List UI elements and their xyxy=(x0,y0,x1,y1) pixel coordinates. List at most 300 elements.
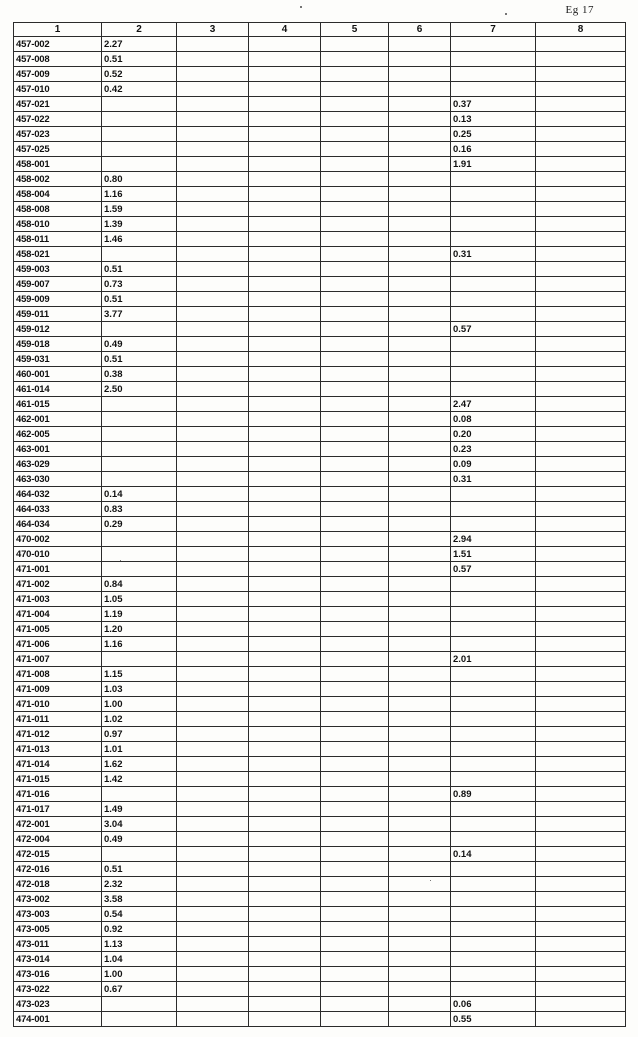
cell-col3 xyxy=(177,622,249,637)
cell-col4 xyxy=(249,352,321,367)
cell-col6 xyxy=(389,517,451,532)
table-row xyxy=(14,952,626,967)
table-row xyxy=(14,187,626,202)
cell-col8 xyxy=(536,607,626,622)
cell-col7 xyxy=(451,37,536,52)
cell-col3 xyxy=(177,262,249,277)
row-id: 457-025 xyxy=(14,142,102,157)
cell-col8 xyxy=(536,682,626,697)
cell-col5 xyxy=(321,1012,389,1027)
row-id: 471-001 xyxy=(14,562,102,577)
cell-col4 xyxy=(249,337,321,352)
row-id: 474-001 xyxy=(14,1012,102,1027)
cell-col2: 0.38 xyxy=(102,367,177,382)
cell-col8 xyxy=(536,427,626,442)
row-id: 471-016 xyxy=(14,787,102,802)
table-row xyxy=(14,577,626,592)
cell-col4 xyxy=(249,37,321,52)
cell-col7: 0.57 xyxy=(451,562,536,577)
cell-col5 xyxy=(321,652,389,667)
cell-col4 xyxy=(249,472,321,487)
cell-col5 xyxy=(321,127,389,142)
cell-col4 xyxy=(249,292,321,307)
cell-col6 xyxy=(389,802,451,817)
cell-col5 xyxy=(321,727,389,742)
cell-col2: 0.29 xyxy=(102,517,177,532)
cell-col3 xyxy=(177,127,249,142)
cell-col5 xyxy=(321,967,389,982)
cell-col6 xyxy=(389,712,451,727)
table-row xyxy=(14,112,626,127)
cell-col5 xyxy=(321,142,389,157)
cell-col7: 0.57 xyxy=(451,322,536,337)
cell-col2 xyxy=(102,427,177,442)
row-id: 473-002 xyxy=(14,892,102,907)
cell-col2 xyxy=(102,97,177,112)
cell-col3 xyxy=(177,52,249,67)
cell-col6 xyxy=(389,607,451,622)
cell-col2: 1.03 xyxy=(102,682,177,697)
cell-col5 xyxy=(321,457,389,472)
cell-col4 xyxy=(249,232,321,247)
cell-col4 xyxy=(249,577,321,592)
cell-col5 xyxy=(321,292,389,307)
cell-col5 xyxy=(321,472,389,487)
cell-col3 xyxy=(177,97,249,112)
table-row xyxy=(14,682,626,697)
cell-col3 xyxy=(177,847,249,862)
row-id: 472-004 xyxy=(14,832,102,847)
cell-col8 xyxy=(536,112,626,127)
cell-col3 xyxy=(177,562,249,577)
cell-col3 xyxy=(177,742,249,757)
cell-col8 xyxy=(536,142,626,157)
row-id: 471-005 xyxy=(14,622,102,637)
cell-col5 xyxy=(321,67,389,82)
table-row xyxy=(14,367,626,382)
cell-col3 xyxy=(177,322,249,337)
table-row xyxy=(14,472,626,487)
row-id: 460-001 xyxy=(14,367,102,382)
table-row xyxy=(14,502,626,517)
cell-col5 xyxy=(321,697,389,712)
cell-col3 xyxy=(177,157,249,172)
row-id: 473-011 xyxy=(14,937,102,952)
cell-col4 xyxy=(249,67,321,82)
cell-col2: 0.51 xyxy=(102,262,177,277)
row-id: 462-005 xyxy=(14,427,102,442)
cell-col8 xyxy=(536,397,626,412)
cell-col5 xyxy=(321,157,389,172)
cell-col3 xyxy=(177,112,249,127)
cell-col8 xyxy=(536,547,626,562)
cell-col8 xyxy=(536,217,626,232)
cell-col7 xyxy=(451,727,536,742)
cell-col4 xyxy=(249,667,321,682)
cell-col3 xyxy=(177,337,249,352)
cell-col4 xyxy=(249,682,321,697)
cell-col6 xyxy=(389,487,451,502)
cell-col8 xyxy=(536,787,626,802)
cell-col3 xyxy=(177,592,249,607)
table-row xyxy=(14,172,626,187)
cell-col2 xyxy=(102,397,177,412)
row-id: 457-022 xyxy=(14,112,102,127)
cell-col4 xyxy=(249,397,321,412)
table-row xyxy=(14,937,626,952)
cell-col6 xyxy=(389,217,451,232)
cell-col5 xyxy=(321,637,389,652)
cell-col6 xyxy=(389,697,451,712)
cell-col4 xyxy=(249,832,321,847)
cell-col6 xyxy=(389,187,451,202)
cell-col7 xyxy=(451,952,536,967)
cell-col5 xyxy=(321,907,389,922)
table-row xyxy=(14,427,626,442)
cell-col7: 2.94 xyxy=(451,532,536,547)
cell-col6 xyxy=(389,37,451,52)
cell-col2 xyxy=(102,472,177,487)
cell-col4 xyxy=(249,112,321,127)
cell-col8 xyxy=(536,997,626,1012)
cell-col7: 0.09 xyxy=(451,457,536,472)
cell-col3 xyxy=(177,442,249,457)
cell-col7 xyxy=(451,982,536,997)
cell-col5 xyxy=(321,862,389,877)
row-id: 471-015 xyxy=(14,772,102,787)
cell-col2: 1.16 xyxy=(102,637,177,652)
cell-col7 xyxy=(451,817,536,832)
cell-col2: 2.27 xyxy=(102,37,177,52)
cell-col6 xyxy=(389,247,451,262)
cell-col8 xyxy=(536,637,626,652)
cell-col7 xyxy=(451,877,536,892)
row-id: 458-011 xyxy=(14,232,102,247)
cell-col4 xyxy=(249,202,321,217)
cell-col6 xyxy=(389,367,451,382)
row-id: 463-030 xyxy=(14,472,102,487)
cell-col6 xyxy=(389,52,451,67)
cell-col2: 0.84 xyxy=(102,577,177,592)
cell-col3 xyxy=(177,457,249,472)
row-id: 457-010 xyxy=(14,82,102,97)
row-id: 471-017 xyxy=(14,802,102,817)
cell-col2: 0.54 xyxy=(102,907,177,922)
cell-col6 xyxy=(389,592,451,607)
cell-col6 xyxy=(389,262,451,277)
table-row xyxy=(14,817,626,832)
cell-col3 xyxy=(177,1012,249,1027)
cell-col5 xyxy=(321,337,389,352)
cell-col4 xyxy=(249,892,321,907)
cell-col4 xyxy=(249,967,321,982)
cell-col3 xyxy=(177,772,249,787)
row-id: 471-006 xyxy=(14,637,102,652)
cell-col5 xyxy=(321,487,389,502)
cell-col8 xyxy=(536,982,626,997)
cell-col2 xyxy=(102,652,177,667)
cell-col7 xyxy=(451,637,536,652)
cell-col7 xyxy=(451,892,536,907)
cell-col4 xyxy=(249,262,321,277)
row-id: 458-004 xyxy=(14,187,102,202)
cell-col6 xyxy=(389,742,451,757)
cell-col8 xyxy=(536,562,626,577)
column-header-5: 5 xyxy=(321,23,389,37)
row-id: 459-009 xyxy=(14,292,102,307)
table-row xyxy=(14,652,626,667)
cell-col7 xyxy=(451,577,536,592)
table-row xyxy=(14,667,626,682)
cell-col5 xyxy=(321,232,389,247)
cell-col8 xyxy=(536,277,626,292)
cell-col6 xyxy=(389,847,451,862)
cell-col4 xyxy=(249,847,321,862)
row-id: 471-007 xyxy=(14,652,102,667)
cell-col5 xyxy=(321,817,389,832)
cell-col4 xyxy=(249,562,321,577)
table-row xyxy=(14,622,626,637)
cell-col4 xyxy=(249,802,321,817)
cell-col5 xyxy=(321,787,389,802)
row-id: 471-011 xyxy=(14,712,102,727)
cell-col8 xyxy=(536,907,626,922)
cell-col5 xyxy=(321,622,389,637)
cell-col2: 0.42 xyxy=(102,82,177,97)
cell-col3 xyxy=(177,757,249,772)
table-row xyxy=(14,217,626,232)
cell-col2: 1.42 xyxy=(102,772,177,787)
table-row xyxy=(14,52,626,67)
cell-col5 xyxy=(321,82,389,97)
cell-col3 xyxy=(177,247,249,262)
cell-col8 xyxy=(536,652,626,667)
cell-col5 xyxy=(321,847,389,862)
cell-col7: 0.25 xyxy=(451,127,536,142)
cell-col7 xyxy=(451,607,536,622)
cell-col8 xyxy=(536,352,626,367)
row-id: 459-003 xyxy=(14,262,102,277)
cell-col4 xyxy=(249,907,321,922)
cell-col4 xyxy=(249,517,321,532)
cell-col3 xyxy=(177,202,249,217)
row-id: 464-034 xyxy=(14,517,102,532)
table-header-row xyxy=(14,23,626,37)
page-number: Eg 17 xyxy=(565,4,594,16)
cell-col6 xyxy=(389,322,451,337)
row-id: 457-021 xyxy=(14,97,102,112)
cell-col7: 0.31 xyxy=(451,247,536,262)
cell-col5 xyxy=(321,37,389,52)
cell-col4 xyxy=(249,82,321,97)
row-id: 473-005 xyxy=(14,922,102,937)
cell-col4 xyxy=(249,412,321,427)
table-row xyxy=(14,862,626,877)
cell-col7 xyxy=(451,262,536,277)
table-row xyxy=(14,787,626,802)
cell-col4 xyxy=(249,877,321,892)
cell-col5 xyxy=(321,742,389,757)
cell-col8 xyxy=(536,667,626,682)
cell-col6 xyxy=(389,832,451,847)
cell-col6 xyxy=(389,787,451,802)
cell-col8 xyxy=(536,517,626,532)
cell-col6 xyxy=(389,67,451,82)
cell-col4 xyxy=(249,787,321,802)
row-id: 471-013 xyxy=(14,742,102,757)
table-row xyxy=(14,697,626,712)
cell-col6 xyxy=(389,997,451,1012)
cell-col2: 1.62 xyxy=(102,757,177,772)
cell-col7: 1.51 xyxy=(451,547,536,562)
cell-col8 xyxy=(536,742,626,757)
cell-col7: 2.47 xyxy=(451,397,536,412)
cell-col8 xyxy=(536,97,626,112)
table-row xyxy=(14,37,626,52)
cell-col7: 2.01 xyxy=(451,652,536,667)
cell-col6 xyxy=(389,622,451,637)
cell-col4 xyxy=(249,382,321,397)
cell-col6 xyxy=(389,292,451,307)
cell-col3 xyxy=(177,712,249,727)
cell-col8 xyxy=(536,322,626,337)
cell-col7 xyxy=(451,712,536,727)
cell-col6 xyxy=(389,472,451,487)
cell-col7 xyxy=(451,67,536,82)
cell-col7: 0.13 xyxy=(451,112,536,127)
cell-col2 xyxy=(102,157,177,172)
cell-col3 xyxy=(177,142,249,157)
cell-col8 xyxy=(536,862,626,877)
cell-col8 xyxy=(536,892,626,907)
cell-col2 xyxy=(102,532,177,547)
cell-col2: 1.05 xyxy=(102,592,177,607)
cell-col3 xyxy=(177,952,249,967)
data-table xyxy=(13,22,626,1027)
cell-col3 xyxy=(177,967,249,982)
cell-col3 xyxy=(177,412,249,427)
cell-col5 xyxy=(321,322,389,337)
row-id: 459-018 xyxy=(14,337,102,352)
cell-col6 xyxy=(389,817,451,832)
table-row xyxy=(14,532,626,547)
cell-col8 xyxy=(536,817,626,832)
cell-col7 xyxy=(451,832,536,847)
cell-col6 xyxy=(389,562,451,577)
cell-col2 xyxy=(102,442,177,457)
cell-col2: 3.58 xyxy=(102,892,177,907)
cell-col6 xyxy=(389,772,451,787)
cell-col4 xyxy=(249,652,321,667)
cell-col7 xyxy=(451,277,536,292)
cell-col6 xyxy=(389,157,451,172)
table-row xyxy=(14,142,626,157)
cell-col8 xyxy=(536,967,626,982)
cell-col2: 0.83 xyxy=(102,502,177,517)
row-id: 471-014 xyxy=(14,757,102,772)
cell-col6 xyxy=(389,982,451,997)
table-row xyxy=(14,847,626,862)
cell-col3 xyxy=(177,817,249,832)
cell-col4 xyxy=(249,442,321,457)
column-header-8: 8 xyxy=(536,23,626,37)
cell-col4 xyxy=(249,127,321,142)
cell-col7 xyxy=(451,742,536,757)
row-id: 457-002 xyxy=(14,37,102,52)
cell-col6 xyxy=(389,202,451,217)
cell-col8 xyxy=(536,457,626,472)
cell-col8 xyxy=(536,592,626,607)
cell-col3 xyxy=(177,907,249,922)
table-row xyxy=(14,592,626,607)
cell-col6 xyxy=(389,232,451,247)
cell-col2 xyxy=(102,547,177,562)
cell-col3 xyxy=(177,502,249,517)
cell-col3 xyxy=(177,187,249,202)
cell-col4 xyxy=(249,247,321,262)
table-row xyxy=(14,772,626,787)
cell-col8 xyxy=(536,757,626,772)
cell-col6 xyxy=(389,952,451,967)
cell-col6 xyxy=(389,667,451,682)
cell-col7: 0.55 xyxy=(451,1012,536,1027)
row-id: 473-022 xyxy=(14,982,102,997)
row-id: 473-023 xyxy=(14,997,102,1012)
row-id: 471-009 xyxy=(14,682,102,697)
cell-col4 xyxy=(249,487,321,502)
cell-col4 xyxy=(249,862,321,877)
cell-col4 xyxy=(249,52,321,67)
row-id: 471-010 xyxy=(14,697,102,712)
cell-col5 xyxy=(321,877,389,892)
cell-col7: 0.23 xyxy=(451,442,536,457)
row-id: 462-001 xyxy=(14,412,102,427)
cell-col6 xyxy=(389,307,451,322)
row-id: 473-003 xyxy=(14,907,102,922)
cell-col5 xyxy=(321,112,389,127)
table-row xyxy=(14,397,626,412)
cell-col5 xyxy=(321,982,389,997)
row-id: 459-031 xyxy=(14,352,102,367)
cell-col8 xyxy=(536,697,626,712)
cell-col2: 1.01 xyxy=(102,742,177,757)
table-row xyxy=(14,742,626,757)
cell-col5 xyxy=(321,997,389,1012)
table-row xyxy=(14,562,626,577)
cell-col7 xyxy=(451,517,536,532)
cell-col8 xyxy=(536,67,626,82)
row-id: 464-033 xyxy=(14,502,102,517)
cell-col5 xyxy=(321,307,389,322)
cell-col5 xyxy=(321,937,389,952)
cell-col5 xyxy=(321,52,389,67)
cell-col4 xyxy=(249,172,321,187)
cell-col3 xyxy=(177,652,249,667)
cell-col3 xyxy=(177,292,249,307)
cell-col8 xyxy=(536,52,626,67)
column-header-3: 3 xyxy=(177,23,249,37)
table-row xyxy=(14,127,626,142)
cell-col8 xyxy=(536,622,626,637)
cell-col3 xyxy=(177,862,249,877)
cell-col7 xyxy=(451,862,536,877)
cell-col2: 1.02 xyxy=(102,712,177,727)
cell-col4 xyxy=(249,622,321,637)
cell-col5 xyxy=(321,442,389,457)
cell-col6 xyxy=(389,937,451,952)
cell-col7 xyxy=(451,202,536,217)
row-id: 470-002 xyxy=(14,532,102,547)
